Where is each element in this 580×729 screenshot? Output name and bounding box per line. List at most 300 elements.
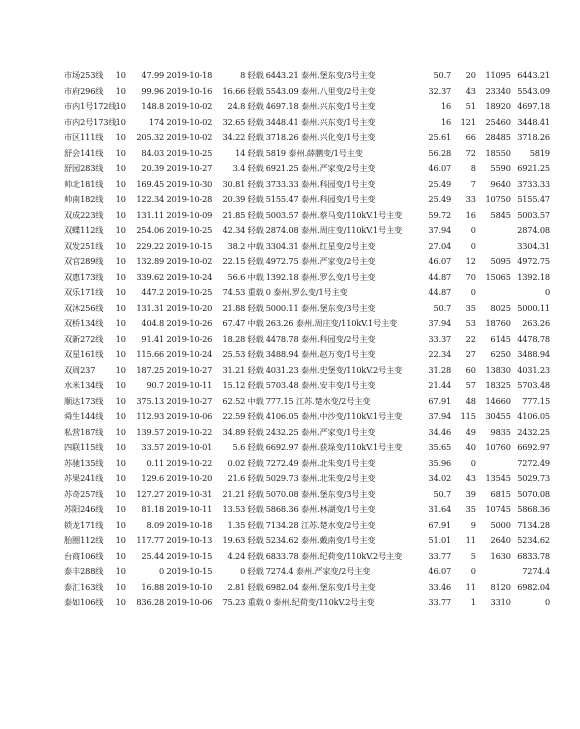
feeder-name-cell: 市场253线 bbox=[64, 70, 104, 80]
load-rate-status-cell: 8 轻载 bbox=[240, 70, 264, 80]
device-name-cell: 7272.49 泰州.北朱变/1号主变 bbox=[265, 457, 376, 468]
load-rate-status-cell: 21.21 轻载 bbox=[222, 488, 264, 499]
device-name-cell: 6982.04 泰州.堡东变/1号主变 bbox=[265, 581, 376, 592]
capacity-value-cell: 25.49 bbox=[428, 178, 452, 189]
user-count-cell: 27 bbox=[465, 349, 476, 359]
remaining-capacity-cell: 6982.04 bbox=[517, 581, 550, 592]
voltage-level-cell: 10 bbox=[115, 101, 126, 111]
power-value-cell: 28485 bbox=[485, 132, 511, 142]
max-load-date-cell: 404.8 2019-10-26 bbox=[141, 318, 213, 328]
capacity-value-cell: 44.87 bbox=[428, 287, 452, 297]
user-count-cell: 12 bbox=[465, 256, 476, 266]
capacity-value-cell: 46.07 bbox=[428, 566, 452, 576]
feeder-name-cell: 台商106线 bbox=[64, 550, 104, 561]
feeder-name-cell: 舒会141线 bbox=[64, 147, 104, 158]
load-rate-status-cell: 75.23 重载 bbox=[222, 597, 264, 607]
table-row bbox=[64, 595, 550, 611]
remaining-capacity-cell: 5543.09 bbox=[517, 85, 550, 96]
remaining-capacity-cell: 5003.57 bbox=[517, 209, 550, 220]
voltage-level-cell: 10 bbox=[115, 302, 126, 313]
max-load-date-cell: 254.06 2019-10-25 bbox=[136, 225, 213, 235]
max-load-date-cell: 112.93 2019-10-06 bbox=[136, 411, 213, 421]
max-load-date-cell: 47.99 2019-10-18 bbox=[141, 70, 213, 80]
table-row bbox=[64, 316, 550, 332]
voltage-level-cell: 10 bbox=[115, 256, 126, 266]
remaining-capacity-cell: 5868.36 bbox=[517, 504, 550, 514]
table-row bbox=[64, 564, 550, 580]
load-rate-status-cell: 19.63 轻载 bbox=[222, 535, 264, 545]
voltage-level-cell: 10 bbox=[115, 488, 126, 499]
table-row bbox=[64, 239, 550, 255]
remaining-capacity-cell: 5070.08 bbox=[517, 488, 550, 499]
user-count-cell: 66 bbox=[465, 132, 476, 142]
load-rate-status-cell: 34.89 轻载 bbox=[222, 426, 264, 437]
power-value-cell: 6250 bbox=[490, 349, 511, 359]
device-name-cell: 3733.33 泰州.科园变/1号主变 bbox=[265, 178, 376, 189]
voltage-level-cell: 10 bbox=[115, 457, 126, 468]
remaining-capacity-cell: 7274.4 bbox=[522, 566, 550, 576]
remaining-capacity-cell: 3448.41 bbox=[517, 116, 550, 127]
remaining-capacity-cell: 4478.78 bbox=[517, 333, 550, 344]
device-name-cell: 2432.25 泰州.严家变/1号主变 bbox=[265, 426, 376, 437]
table-row bbox=[64, 84, 550, 100]
feeder-name-cell: 顺达173线 bbox=[64, 395, 104, 406]
device-name-cell: 4031.23 泰州.史堡变/110kV.2号主变 bbox=[265, 364, 403, 375]
user-count-cell: 35 bbox=[465, 302, 476, 313]
load-rate-status-cell: 74.53 重载 bbox=[222, 287, 264, 297]
power-value-cell: 6145 bbox=[490, 333, 511, 344]
feeder-name-cell: 双乐171线 bbox=[64, 287, 104, 297]
capacity-value-cell: 32.37 bbox=[428, 85, 452, 96]
power-value-cell bbox=[476, 456, 511, 472]
load-rate-status-cell: 34.22 轻载 bbox=[222, 132, 264, 142]
table-row bbox=[64, 99, 550, 115]
load-rate-status-cell: 13.53 轻载 bbox=[222, 504, 264, 514]
device-name-cell: 5029.73 泰州.北朱变/2号主变 bbox=[265, 473, 376, 483]
load-rate-status-cell: 21.88 轻载 bbox=[222, 302, 264, 313]
table-row bbox=[64, 487, 550, 503]
user-count-cell: 35 bbox=[465, 504, 476, 514]
capacity-value-cell: 33.37 bbox=[428, 333, 452, 344]
device-name-cell: 4972.75 泰州.严家变/2号主变 bbox=[265, 256, 376, 266]
load-rate-status-cell: 24.8 轻载 bbox=[227, 101, 264, 111]
capacity-value-cell: 33.77 bbox=[428, 597, 452, 607]
table-row bbox=[64, 270, 550, 286]
user-count-cell: 0 bbox=[470, 287, 476, 297]
device-name-cell: 7134.28 江苏.楚水变/2号主变 bbox=[265, 519, 376, 530]
user-count-cell: 0 bbox=[470, 225, 476, 235]
user-count-cell: 22 bbox=[465, 333, 476, 344]
max-load-date-cell: 33.57 2019-10-01 bbox=[141, 442, 213, 452]
voltage-level-cell: 10 bbox=[115, 442, 126, 452]
table-row bbox=[64, 580, 550, 596]
remaining-capacity-cell: 4106.05 bbox=[517, 411, 550, 421]
load-rate-status-cell: 15.12 轻载 bbox=[222, 380, 264, 390]
voltage-level-cell: 10 bbox=[115, 240, 126, 251]
feeder-name-cell: 泰丰288线 bbox=[64, 566, 104, 576]
load-rate-status-cell: 3.4 轻载 bbox=[232, 163, 264, 173]
capacity-value-cell: 37.94 bbox=[428, 225, 452, 235]
feeder-name-cell: 双成223线 bbox=[64, 209, 104, 220]
max-load-date-cell: 99.96 2019-10-16 bbox=[141, 85, 213, 96]
max-load-date-cell: 115.66 2019-10-24 bbox=[136, 349, 213, 359]
remaining-capacity-cell: 6443.21 bbox=[517, 70, 550, 80]
user-count-cell: 0 bbox=[470, 240, 476, 251]
power-value-cell: 18550 bbox=[485, 147, 511, 158]
remaining-capacity-cell: 4031.23 bbox=[517, 364, 550, 375]
power-value-cell bbox=[476, 223, 511, 239]
feeder-name-cell: 泰汇163线 bbox=[64, 581, 104, 592]
max-load-date-cell: 187.25 2019-10-27 bbox=[136, 364, 213, 375]
user-count-cell: 39 bbox=[465, 488, 476, 499]
remaining-capacity-cell: 5155.47 bbox=[517, 194, 550, 204]
voltage-level-cell: 10 bbox=[115, 147, 126, 158]
device-name-cell: 5819 泰州.薛鹏变/1号主变 bbox=[265, 147, 363, 158]
max-load-date-cell: 122.34 2019-10-28 bbox=[136, 194, 213, 204]
capacity-value-cell: 35.96 bbox=[428, 457, 452, 468]
remaining-capacity-cell: 1392.18 bbox=[517, 271, 550, 282]
device-name-cell: 2874.08 泰州.周庄变/110kV.1号主变 bbox=[265, 225, 403, 235]
table-row bbox=[64, 301, 550, 317]
max-load-date-cell: 127.27 2019-10-31 bbox=[136, 488, 213, 499]
table-row bbox=[64, 192, 550, 208]
load-rate-status-cell: 67.47 中载 bbox=[222, 318, 264, 328]
capacity-value-cell: 50.7 bbox=[433, 488, 452, 499]
device-name-cell: 5000.11 泰州.堡东变/3号主变 bbox=[265, 302, 376, 313]
feeder-name-cell: 双桥134线 bbox=[64, 318, 104, 328]
load-rate-status-cell: 30.81 轻载 bbox=[222, 178, 264, 189]
voltage-level-cell: 10 bbox=[115, 271, 126, 282]
voltage-level-cell: 10 bbox=[115, 209, 126, 220]
voltage-level-cell: 10 bbox=[115, 566, 126, 576]
max-load-date-cell: 91.41 2019-10-26 bbox=[141, 333, 213, 344]
capacity-value-cell: 59.72 bbox=[428, 209, 452, 220]
max-load-date-cell: 375.13 2019-10-27 bbox=[136, 395, 213, 406]
table-row bbox=[64, 208, 550, 224]
power-value-cell: 9640 bbox=[490, 178, 511, 189]
voltage-level-cell: 10 bbox=[115, 85, 126, 96]
device-name-cell: 4478.78 泰州.科园变/2号主变 bbox=[265, 333, 376, 344]
user-count-cell: 9 bbox=[470, 519, 476, 530]
user-count-cell: 8 bbox=[470, 163, 476, 173]
device-name-cell: 7274.4 泰州.严家变/2号主变 bbox=[265, 566, 371, 576]
user-count-cell: 57 bbox=[465, 380, 476, 390]
voltage-level-cell: 10 bbox=[115, 287, 126, 297]
device-name-cell: 5155.47 泰州.科园变/1号主变 bbox=[265, 194, 376, 204]
max-load-date-cell: 8.09 2019-10-18 bbox=[146, 519, 213, 530]
capacity-value-cell: 50.7 bbox=[433, 302, 452, 313]
table-row bbox=[64, 456, 550, 472]
max-load-date-cell: 339.62 2019-10-24 bbox=[136, 271, 213, 282]
device-name-cell: 4106.05 泰州.中沙变/110kV.1号主变 bbox=[265, 411, 403, 421]
max-load-date-cell: 148.8 2019-10-02 bbox=[141, 101, 213, 111]
power-value-cell: 10745 bbox=[485, 504, 511, 514]
capacity-value-cell: 46.07 bbox=[428, 163, 452, 173]
capacity-value-cell: 50.7 bbox=[433, 70, 452, 80]
table-row bbox=[64, 115, 550, 131]
remaining-capacity-cell: 5703.48 bbox=[517, 380, 550, 390]
feeder-name-cell: 双发251线 bbox=[64, 240, 104, 251]
device-name-cell: 6443.21 泰州.堡东变/3号主变 bbox=[265, 70, 376, 80]
voltage-level-cell: 10 bbox=[115, 163, 126, 173]
power-value-cell: 8025 bbox=[490, 302, 511, 313]
load-rate-status-cell: 2.81 轻载 bbox=[227, 581, 264, 592]
table-row bbox=[64, 254, 550, 270]
device-name-cell: 5543.09 泰州.八里变/2号主变 bbox=[265, 85, 376, 96]
remaining-capacity-cell: 6921.25 bbox=[517, 163, 550, 173]
load-rate-status-cell: 38.2 中载 bbox=[227, 240, 264, 251]
capacity-value-cell: 56.28 bbox=[428, 147, 452, 158]
power-value-cell: 1630 bbox=[490, 550, 511, 561]
user-count-cell: 70 bbox=[465, 271, 476, 282]
voltage-level-cell: 10 bbox=[115, 504, 126, 514]
feeder-load-table bbox=[64, 68, 550, 611]
device-name-cell: 3718.26 泰州.兴化变/1号主变 bbox=[265, 132, 376, 142]
capacity-value-cell: 37.94 bbox=[428, 411, 452, 421]
device-name-cell: 263.26 泰州.周庄变/110kV.1号主变 bbox=[265, 318, 398, 328]
load-rate-status-cell: 42.34 轻载 bbox=[222, 225, 264, 235]
voltage-level-cell: 10 bbox=[115, 364, 126, 375]
user-count-cell: 40 bbox=[465, 442, 476, 452]
voltage-level-cell: 10 bbox=[115, 581, 126, 592]
table-row bbox=[64, 223, 550, 239]
user-count-cell: 5 bbox=[470, 550, 476, 561]
table-row bbox=[64, 378, 550, 394]
max-load-date-cell: 84.03 2019-10-25 bbox=[141, 147, 213, 158]
max-load-date-cell: 229.22 2019-10-15 bbox=[136, 240, 213, 251]
power-value-cell: 18920 bbox=[485, 101, 511, 111]
table-row bbox=[64, 409, 550, 425]
feeder-name-cell: 锁龙171线 bbox=[64, 519, 104, 530]
feeder-name-cell: 水米134线 bbox=[64, 380, 104, 390]
feeder-name-cell: 双惠173线 bbox=[64, 271, 104, 282]
power-value-cell: 23340 bbox=[485, 85, 511, 96]
device-name-cell: 5003.57 泰州.蔡马变/110kV.1号主变 bbox=[265, 209, 403, 220]
remaining-capacity-cell: 6692.97 bbox=[517, 442, 550, 452]
voltage-level-cell: 10 bbox=[115, 380, 126, 390]
capacity-value-cell: 46.07 bbox=[428, 256, 452, 266]
user-count-cell: 0 bbox=[470, 457, 476, 468]
capacity-value-cell: 16 bbox=[440, 116, 452, 127]
max-load-date-cell: 90.7 2019-10-11 bbox=[146, 380, 213, 390]
device-name-cell: 6692.97 泰州.获垛变/110kV.1号主变 bbox=[265, 442, 403, 452]
capacity-value-cell: 67.91 bbox=[428, 395, 452, 406]
remaining-capacity-cell: 5000.11 bbox=[517, 302, 550, 313]
remaining-capacity-cell: 4972.75 bbox=[517, 256, 550, 266]
feeder-name-cell: 舜生144线 bbox=[64, 411, 104, 421]
device-name-cell: 6833.78 泰州.纪荷变/110kV.2号主变 bbox=[265, 550, 403, 561]
power-value-cell: 15065 bbox=[485, 271, 511, 282]
device-name-cell: 3448.41 泰州.兴东变/1号主变 bbox=[265, 116, 376, 127]
load-rate-status-cell: 0 轻载 bbox=[240, 566, 264, 576]
voltage-level-cell: 10 bbox=[115, 535, 126, 545]
max-load-date-cell: 836.28 2019-10-06 bbox=[136, 597, 213, 607]
max-load-date-cell: 129.6 2019-10-20 bbox=[141, 473, 213, 483]
load-rate-status-cell: 56.6 中载 bbox=[227, 271, 264, 282]
max-load-date-cell: 0.11 2019-10-22 bbox=[146, 457, 213, 468]
capacity-value-cell: 22.34 bbox=[428, 349, 452, 359]
user-count-cell: 43 bbox=[465, 85, 476, 96]
user-count-cell: 11 bbox=[465, 535, 476, 545]
voltage-level-cell: 10 bbox=[115, 597, 126, 607]
max-load-date-cell: 0 2019-10-15 bbox=[159, 566, 213, 576]
power-value-cell: 6815 bbox=[490, 488, 511, 499]
power-value-cell bbox=[476, 285, 511, 301]
max-load-date-cell: 169.45 2019-10-30 bbox=[136, 178, 213, 189]
voltage-level-cell: 10 bbox=[115, 194, 126, 204]
load-rate-status-cell: 5.6 轻载 bbox=[232, 442, 264, 452]
load-rate-status-cell: 32.65 轻载 bbox=[222, 116, 264, 127]
max-load-date-cell: 447.2 2019-10-25 bbox=[141, 287, 213, 297]
load-rate-status-cell: 21.6 轻载 bbox=[227, 473, 264, 483]
remaining-capacity-cell: 2874.08 bbox=[517, 225, 550, 235]
user-count-cell: 11 bbox=[465, 581, 476, 592]
remaining-capacity-cell: 0 bbox=[544, 597, 550, 607]
feeder-name-cell: 双沐256线 bbox=[64, 302, 104, 313]
load-rate-status-cell: 0.02 轻载 bbox=[227, 457, 264, 468]
table-row bbox=[64, 549, 550, 565]
capacity-value-cell: 37.94 bbox=[428, 318, 452, 328]
capacity-value-cell: 33.46 bbox=[428, 581, 452, 592]
voltage-level-cell: 10 bbox=[115, 426, 126, 437]
power-value-cell: 13545 bbox=[485, 473, 511, 483]
device-name-cell: 777.15 江苏.楚水变/2号主变 bbox=[265, 395, 371, 406]
voltage-level-cell: 10 bbox=[115, 411, 126, 421]
table-row bbox=[64, 332, 550, 348]
max-load-date-cell: 117.77 2019-10-13 bbox=[136, 535, 213, 545]
device-name-cell: 5868.36 泰州.林湖变/1号主变 bbox=[265, 504, 376, 514]
feeder-name-cell: 舒园283线 bbox=[64, 163, 104, 173]
user-count-cell: 16 bbox=[465, 209, 476, 220]
load-rate-status-cell: 14 轻载 bbox=[235, 147, 264, 158]
capacity-value-cell: 31.28 bbox=[428, 364, 452, 375]
user-count-cell: 121 bbox=[460, 116, 476, 127]
remaining-capacity-cell: 2432.25 bbox=[517, 426, 550, 437]
voltage-level-cell: 10 bbox=[115, 395, 126, 406]
remaining-capacity-cell: 777.15 bbox=[522, 395, 550, 406]
table-row bbox=[64, 440, 550, 456]
power-value-cell: 2640 bbox=[490, 535, 511, 545]
load-rate-status-cell: 4.24 轻载 bbox=[227, 550, 264, 561]
capacity-value-cell: 16 bbox=[440, 101, 452, 111]
max-load-date-cell: 81.18 2019-10-11 bbox=[141, 504, 213, 514]
table-row bbox=[64, 394, 550, 410]
capacity-value-cell: 27.04 bbox=[428, 240, 452, 251]
table-row bbox=[64, 285, 550, 301]
table-row bbox=[64, 130, 550, 146]
load-rate-status-cell: 21.85 轻载 bbox=[222, 209, 264, 220]
power-value-cell bbox=[476, 564, 511, 580]
table-row bbox=[64, 161, 550, 177]
user-count-cell: 53 bbox=[465, 318, 476, 328]
capacity-value-cell: 21.44 bbox=[428, 380, 452, 390]
user-count-cell: 33 bbox=[465, 194, 476, 204]
user-count-cell: 1 bbox=[470, 597, 476, 607]
max-load-date-cell: 132.89 2019-10-02 bbox=[136, 256, 213, 266]
table-row bbox=[64, 68, 550, 84]
power-value-cell: 5095 bbox=[490, 256, 511, 266]
remaining-capacity-cell: 0 bbox=[544, 287, 550, 297]
remaining-capacity-cell: 3304.31 bbox=[517, 240, 550, 251]
table-row bbox=[64, 471, 550, 487]
capacity-value-cell: 31.64 bbox=[428, 504, 452, 514]
capacity-value-cell: 67.91 bbox=[428, 519, 452, 530]
feeder-name-cell: 双星161线 bbox=[64, 349, 104, 359]
table-row bbox=[64, 146, 550, 162]
user-count-cell: 20 bbox=[465, 70, 476, 80]
remaining-capacity-cell: 3733.33 bbox=[517, 178, 550, 189]
feeder-name-cell: 苏果241线 bbox=[64, 473, 104, 483]
feeder-name-cell: 泰如106线 bbox=[64, 597, 104, 607]
device-name-cell: 5234.62 泰州.戴南变/1号主变 bbox=[265, 535, 376, 545]
feeder-name-cell: 市内2号173线 bbox=[64, 116, 117, 127]
load-rate-status-cell: 22.59 轻载 bbox=[222, 411, 264, 421]
feeder-name-cell: 私营187线 bbox=[64, 426, 104, 437]
max-load-date-cell: 131.11 2019-10-09 bbox=[136, 209, 213, 220]
table-row bbox=[64, 347, 550, 363]
remaining-capacity-cell: 263.26 bbox=[522, 318, 550, 328]
device-name-cell: 0 泰州.纪荷变/110kV.2号主变 bbox=[265, 597, 375, 607]
device-name-cell: 0 泰州.罗么变/1号主变 bbox=[265, 287, 348, 297]
user-count-cell: 51 bbox=[465, 101, 476, 111]
feeder-name-cell: 市内1号172线 bbox=[64, 101, 117, 111]
feeder-name-cell: 苏阳246线 bbox=[64, 504, 104, 514]
user-count-cell: 49 bbox=[465, 426, 476, 437]
capacity-value-cell: 25.61 bbox=[428, 132, 452, 142]
feeder-name-cell: 四联115线 bbox=[64, 442, 104, 452]
feeder-name-cell: 双周237 bbox=[64, 364, 96, 375]
device-name-cell: 5070.08 泰州.堡东变/3号主变 bbox=[265, 488, 376, 499]
remaining-capacity-cell: 5234.62 bbox=[517, 535, 550, 545]
power-value-cell bbox=[476, 239, 511, 255]
max-load-date-cell: 205.32 2019-10-02 bbox=[136, 132, 213, 142]
user-count-cell: 115 bbox=[460, 411, 476, 421]
power-value-cell: 9835 bbox=[490, 426, 511, 437]
capacity-value-cell: 34.02 bbox=[428, 473, 452, 483]
max-load-date-cell: 16.88 2019-10-10 bbox=[141, 581, 213, 592]
max-load-date-cell: 131.31 2019-10-20 bbox=[136, 302, 213, 313]
feeder-name-cell: 双蝶112线 bbox=[64, 225, 104, 235]
device-name-cell: 3488.94 泰州.赵万变/1号主变 bbox=[265, 349, 376, 359]
voltage-level-cell: 10 bbox=[115, 349, 126, 359]
load-rate-status-cell: 31.21 轻载 bbox=[222, 364, 264, 375]
remaining-capacity-cell: 7272.49 bbox=[517, 457, 550, 468]
voltage-level-cell: 10 bbox=[115, 225, 126, 235]
power-value-cell: 5845 bbox=[490, 209, 511, 220]
power-value-cell: 8120 bbox=[490, 581, 511, 592]
remaining-capacity-cell: 3488.94 bbox=[517, 349, 550, 359]
remaining-capacity-cell: 6833.78 bbox=[517, 550, 550, 561]
feeder-name-cell: 胎圈112线 bbox=[64, 535, 104, 545]
remaining-capacity-cell: 7134.28 bbox=[517, 519, 550, 530]
power-value-cell: 18325 bbox=[485, 380, 511, 390]
user-count-cell: 7 bbox=[470, 178, 476, 189]
table-row bbox=[64, 533, 550, 549]
load-rate-status-cell: 22.15 轻载 bbox=[222, 256, 264, 266]
remaining-capacity-cell: 4697.18 bbox=[517, 101, 550, 111]
feeder-name-cell: 市府296线 bbox=[64, 85, 104, 96]
remaining-capacity-cell: 3718.26 bbox=[517, 132, 550, 142]
table-row bbox=[64, 425, 550, 441]
capacity-value-cell: 34.46 bbox=[428, 426, 452, 437]
power-value-cell: 10750 bbox=[485, 194, 511, 204]
power-value-cell: 3310 bbox=[490, 597, 511, 607]
power-value-cell: 30455 bbox=[485, 411, 511, 421]
max-load-date-cell: 139.57 2019-10-22 bbox=[136, 426, 213, 437]
max-load-date-cell: 25.44 2019-10-15 bbox=[141, 550, 213, 561]
device-name-cell: 5703.48 泰州.安丰变/1号主变 bbox=[265, 380, 376, 390]
feeder-name-cell: 帅南182线 bbox=[64, 194, 104, 204]
